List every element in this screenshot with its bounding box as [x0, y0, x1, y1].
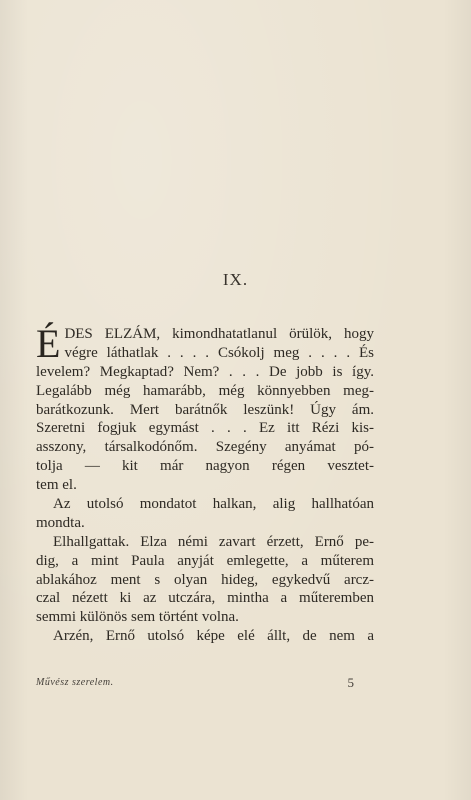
chapter-heading: IX.	[222, 270, 249, 289]
body-text	[36, 321, 374, 646]
text-line: tem el.	[36, 477, 77, 494]
text-line: Legalább még hamarább, még könnyebben meg-	[36, 382, 374, 399]
text-line: mondta.	[36, 514, 85, 531]
text-line: Arzén, Ernő utolsó képe elé állt, de nem a	[53, 628, 374, 645]
page-footer	[36, 677, 354, 688]
text-line: Szeretni fogjuk egymást . . . Ez itt Rézi kis-	[36, 420, 374, 437]
text-line: ablakához ment s olyan hideg, egykedvű arcz-	[36, 571, 374, 588]
text-line: Elhallgattak. Elza némi zavart érzett, Ernő pe-	[53, 533, 374, 550]
drop-cap: É	[36, 321, 61, 366]
opening-paragraph	[36, 321, 374, 366]
text-line: semmi különös sem történt volna.	[36, 609, 239, 626]
text-line: czal nézett ki az utczára, mintha a műteremben	[36, 590, 374, 607]
text-line: dig, a mint Paula anyját emlegette, a műterem	[36, 552, 374, 569]
text-line: tolja — kit már nagyon régen vesztet-	[36, 458, 374, 475]
signature-mark: Művész szerelem.	[36, 677, 114, 688]
text-line: barátkozunk. Mert barátnők leszünk! Úgy ám.	[36, 401, 374, 418]
text-line: Az utolsó mondatot halkan, alig hallhatóan	[53, 496, 374, 513]
text-line: levelem? Megkaptad? Nem? . . . De jobb is így.	[36, 363, 374, 380]
page-number: 5	[347, 675, 354, 690]
text-line: végre láthatlak . . . . Csókolj meg . . . . És	[64, 344, 374, 361]
text-line: DES ELZÁM, kimondhatatlanul örülök, hogy	[64, 326, 374, 342]
text-line: asszony, társalkodónőm. Szegény anyámat pó-	[36, 439, 374, 456]
